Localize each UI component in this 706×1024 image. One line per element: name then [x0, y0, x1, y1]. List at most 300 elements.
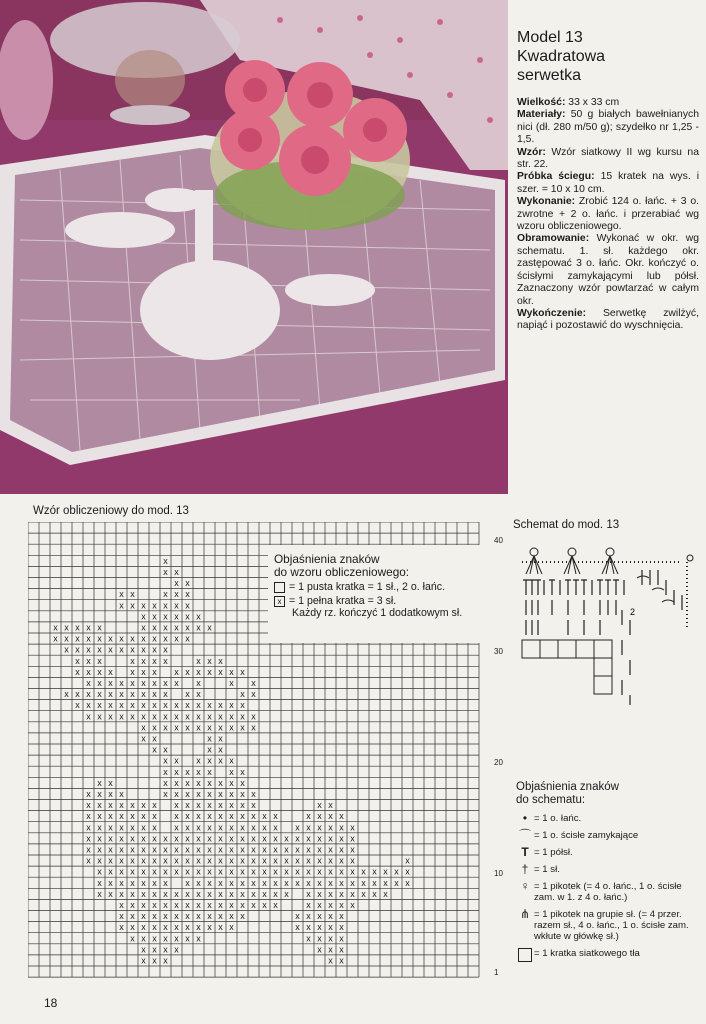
row-label-20: 20 [494, 758, 503, 767]
grid-mark: x [229, 677, 234, 688]
grid-mark: x [119, 922, 124, 933]
grid-mark: x [130, 866, 135, 877]
grid-mark: x [152, 933, 157, 944]
grid-mark: x [262, 844, 267, 855]
grid-mark: x [207, 711, 212, 722]
grid-mark: x [119, 589, 124, 600]
grid-mark: x [185, 611, 190, 622]
grid-mark: x [317, 833, 322, 844]
grid-mark: x [119, 644, 124, 655]
grid-mark: x [273, 866, 278, 877]
grid-mark: x [185, 899, 190, 910]
grid-mark: x [306, 811, 311, 822]
grid-mark: x [251, 689, 256, 700]
grid-mark: x [295, 855, 300, 866]
legend-empty-row: = 1 pusta kratka = 1 sł., 2 o. łańc. [274, 581, 480, 593]
grid-mark: x [273, 811, 278, 822]
grid-mark: x [86, 677, 91, 688]
schema-legend-title: Objaśnienia znaków do schematu: [516, 781, 619, 806]
grid-mark: x [141, 633, 146, 644]
grid-mark: x [350, 844, 355, 855]
grid-mark: x [97, 677, 102, 688]
grid-mark: x [152, 822, 157, 833]
grid-mark: x [251, 844, 256, 855]
grid-mark: x [218, 722, 223, 733]
grid-mark: x [163, 689, 168, 700]
grid-mark: x [207, 622, 212, 633]
grid-mark: x [152, 833, 157, 844]
grid-mark: x [185, 622, 190, 633]
grid-mark: x [97, 622, 102, 633]
grid-mark: x [75, 666, 80, 677]
grid-mark: x [306, 899, 311, 910]
grid-mark: x [306, 844, 311, 855]
grid-mark: x [306, 822, 311, 833]
grid-mark: x [229, 833, 234, 844]
grid-mark: x [339, 844, 344, 855]
grid-mark: x [207, 888, 212, 899]
grid-mark: x [185, 777, 190, 788]
grid-mark: x [251, 833, 256, 844]
chart-title: Wzór obliczeniowy do mod. 13 [33, 505, 189, 517]
grid-mark: x [119, 788, 124, 799]
grid-mark: x [163, 833, 168, 844]
grid-mark: x [75, 644, 80, 655]
grid-mark: x [229, 866, 234, 877]
grid-mark: x [119, 811, 124, 822]
grid-mark: x [207, 788, 212, 799]
grid-mark: x [196, 844, 201, 855]
row-label-30: 30 [494, 647, 503, 656]
grid-mark: x [141, 844, 146, 855]
grid-mark: x [130, 833, 135, 844]
grid-mark: x [141, 888, 146, 899]
grid-mark: x [119, 633, 124, 644]
grid-mark: x [229, 811, 234, 822]
grid-mark: x [218, 833, 223, 844]
grid-mark: x [306, 933, 311, 944]
grid-mark: x [130, 922, 135, 933]
grid-mark: x [240, 800, 245, 811]
grid-mark: x [196, 888, 201, 899]
grid-mark: x [163, 844, 168, 855]
spec-border: Obramowanie: Wykonać w okr. wg schematu. 1. sł. każdego okr. zastępować 3 o. łańc. Okr. kończyć o. ścisłymi zamykającymi lub półsł. Zaznaczony wzór powtarzać w całym okr. [517, 233, 699, 307]
grid-mark: x [240, 811, 245, 822]
grid-mark: x [207, 844, 212, 855]
grid-mark: x [295, 822, 300, 833]
grid-mark: x [284, 844, 289, 855]
legend-item-half-double: T = 1 półsł. [516, 847, 702, 858]
grid-mark: x [339, 933, 344, 944]
grid-mark: x [405, 866, 410, 877]
grid-mark: x [152, 611, 157, 622]
grid-mark: x [163, 722, 168, 733]
grid-mark: x [240, 833, 245, 844]
grid-mark: x [218, 755, 223, 766]
grid-mark: x [317, 877, 322, 888]
grid-mark: x [174, 633, 179, 644]
grid-mark: x [141, 899, 146, 910]
half-double-icon: T [521, 845, 529, 859]
grid-mark: x [119, 888, 124, 899]
grid-mark: x [306, 855, 311, 866]
grid-mark: x [174, 755, 179, 766]
grid-mark: x [218, 655, 223, 666]
grid-mark: x [185, 933, 190, 944]
grid-mark: x [339, 888, 344, 899]
grid-mark: x [97, 844, 102, 855]
grid-mark: x [174, 811, 179, 822]
empty-square-icon [274, 582, 285, 593]
grid-mark: x [152, 844, 157, 855]
grid-mark: x [185, 855, 190, 866]
grid-mark: x [152, 711, 157, 722]
grid-mark: x [119, 822, 124, 833]
grid-mark: x [339, 955, 344, 966]
grid-mark: x [141, 611, 146, 622]
legend-note: Każdy rz. kończyć 1 dodatkowym sł. [292, 607, 463, 620]
grid-mark: x [317, 899, 322, 910]
grid-mark: x [97, 644, 102, 655]
legend-item-slip: ⌒ = 1 o. ścisłe zamykające [516, 830, 702, 841]
grid-mark: x [163, 944, 168, 955]
grid-mark: x [229, 855, 234, 866]
grid-mark: x [207, 833, 212, 844]
grid-mark: x [108, 644, 113, 655]
grid-mark: x [141, 689, 146, 700]
grid-mark: x [251, 800, 256, 811]
grid-mark: x [141, 600, 146, 611]
grid-mark: x [262, 877, 267, 888]
grid-mark: x [108, 855, 113, 866]
grid-mark: x [163, 600, 168, 611]
grid-mark: x [306, 911, 311, 922]
grid-mark: x [141, 666, 146, 677]
grid-mark: x [75, 633, 80, 644]
grid-mark: x [284, 877, 289, 888]
schema-title: Schemat do mod. 13 [513, 519, 620, 531]
grid-mark: x [152, 600, 157, 611]
grid-mark: x [130, 933, 135, 944]
grid-mark: x [130, 899, 135, 910]
grid-mark: x [284, 833, 289, 844]
grid-mark: x [119, 600, 124, 611]
grid-mark: x [97, 800, 102, 811]
grid-mark: x [64, 622, 69, 633]
grid-mark: x [218, 777, 223, 788]
grid-mark: x [97, 700, 102, 711]
grid-mark: x [141, 622, 146, 633]
grid-mark: x [174, 788, 179, 799]
grid-mark: x [218, 733, 223, 744]
grid-mark: x [130, 844, 135, 855]
grid-mark: x [295, 877, 300, 888]
grid-mark: x [163, 711, 168, 722]
grid-mark: x [339, 855, 344, 866]
grid-mark: x [108, 833, 113, 844]
grid-mark: x [174, 666, 179, 677]
grid-mark: x [196, 800, 201, 811]
grid-mark: x [240, 711, 245, 722]
page-number: 18 [44, 996, 58, 1010]
grid-mark: x [152, 677, 157, 688]
grid-mark: x [306, 866, 311, 877]
grid-mark: x [163, 888, 168, 899]
grid-mark: x [108, 844, 113, 855]
grid-mark: x [141, 944, 146, 955]
grid-mark: x [152, 666, 157, 677]
grid-mark: x [185, 578, 190, 589]
grid-mark: x [295, 911, 300, 922]
grid-mark: x [174, 822, 179, 833]
grid-mark: x [152, 955, 157, 966]
grid-mark: x [383, 877, 388, 888]
grid-mark: x [141, 733, 146, 744]
grid-mark: x [130, 822, 135, 833]
grid-mark: x [251, 722, 256, 733]
grid-mark: x [141, 677, 146, 688]
grid-mark: x [163, 955, 168, 966]
grid-mark: x [262, 833, 267, 844]
grid-mark: x [185, 633, 190, 644]
grid-mark: x [86, 822, 91, 833]
grid-mark: x [328, 855, 333, 866]
grid-mark: x [75, 689, 80, 700]
grid-mark: x [317, 800, 322, 811]
grid-square-icon [516, 948, 534, 964]
dot-icon: • [522, 811, 528, 825]
grid-mark: x [174, 589, 179, 600]
grid-mark: x [174, 855, 179, 866]
grid-mark: x [163, 899, 168, 910]
grid-mark: x [218, 922, 223, 933]
grid-mark: x [196, 922, 201, 933]
schema-legend [516, 781, 702, 970]
grid-mark: x [317, 844, 322, 855]
grid-mark: x [174, 722, 179, 733]
grid-mark: x [108, 800, 113, 811]
grid-mark: x [174, 933, 179, 944]
grid-mark: x [218, 911, 223, 922]
grid-mark: x [64, 633, 69, 644]
grid-mark: x [86, 689, 91, 700]
grid-mark: x [130, 655, 135, 666]
grid-mark: x [130, 633, 135, 644]
filled-square-icon: x [274, 596, 285, 607]
spec-pattern: Wzór: Wzór siatkowy II wg kursu na str. 22. [517, 146, 699, 171]
grid-mark: x [262, 811, 267, 822]
grid-mark: x [119, 700, 124, 711]
grid-mark: x [163, 766, 168, 777]
grid-mark: x [141, 877, 146, 888]
legend-item-picot: ♀ = 1 pikotek (= 4 o. łańc., 1 o. ścisłe zam. w 1. z 4 o. łańc.) [516, 881, 702, 903]
grid-mark: x [86, 666, 91, 677]
spec-finishing: Wykończenie: Serwetkę zwilżyć, napiąć i pozostawić do wyschnięcia. [517, 307, 699, 332]
grid-mark: x [108, 777, 113, 788]
grid-mark: x [174, 566, 179, 577]
grid-mark: x [394, 877, 399, 888]
grid-mark: x [185, 600, 190, 611]
grid-mark: x [152, 877, 157, 888]
grid-mark: x [130, 877, 135, 888]
grid-mark: x [152, 622, 157, 633]
grid-mark: x [152, 811, 157, 822]
grid-mark: x [174, 844, 179, 855]
grid-mark: x [350, 888, 355, 899]
grid-mark: x [251, 899, 256, 910]
grid-mark: x [152, 733, 157, 744]
grid-mark: x [141, 644, 146, 655]
grid-mark: x [119, 911, 124, 922]
grid-mark: x [152, 722, 157, 733]
grid-mark: x [196, 689, 201, 700]
grid-mark: x [185, 722, 190, 733]
grid-mark: x [97, 866, 102, 877]
grid-mark: x [251, 888, 256, 899]
grid-mark: x [152, 922, 157, 933]
grid-mark: x [75, 700, 80, 711]
grid-mark: x [174, 800, 179, 811]
grid-mark: x [185, 800, 190, 811]
grid-mark: x [152, 655, 157, 666]
grid-mark: x [251, 877, 256, 888]
grid-mark: x [152, 700, 157, 711]
grid-mark: x [108, 711, 113, 722]
legend-item-grid-square: = 1 kratka siatkowego tła [516, 948, 702, 964]
grid-mark: x [284, 855, 289, 866]
grid-mark: x [207, 744, 212, 755]
grid-mark: x [141, 933, 146, 944]
grid-mark: x [317, 911, 322, 922]
grid-mark: x [163, 866, 168, 877]
grid-mark: x [306, 888, 311, 899]
grid-mark: x [97, 711, 102, 722]
grid-mark: x [196, 899, 201, 910]
legend-item-chain: • = 1 o. łańc. [516, 813, 702, 824]
grid-mark: x [86, 811, 91, 822]
grid-mark: x [306, 833, 311, 844]
grid-mark: x [152, 888, 157, 899]
grid-mark: x [152, 800, 157, 811]
arc-icon: ⌒ [518, 828, 531, 842]
grid-mark: x [185, 811, 190, 822]
grid-mark: x [284, 888, 289, 899]
grid-mark: x [229, 722, 234, 733]
grid-mark: x [108, 822, 113, 833]
grid-mark: x [174, 766, 179, 777]
picot-group-icon: ⋔ [519, 907, 531, 921]
grid-mark: x [196, 722, 201, 733]
grid-mark: x [240, 911, 245, 922]
grid-mark: x [240, 877, 245, 888]
grid-mark: x [251, 811, 256, 822]
grid-mark: x [141, 866, 146, 877]
grid-mark: x [196, 811, 201, 822]
grid-mark: x [218, 844, 223, 855]
grid-mark: x [119, 833, 124, 844]
grid-mark: x [339, 911, 344, 922]
grid-mark: x [141, 655, 146, 666]
grid-mark: x [97, 822, 102, 833]
grid-mark: x [196, 866, 201, 877]
grid-mark: x [97, 888, 102, 899]
grid-mark: x [163, 911, 168, 922]
grid-mark: x [240, 899, 245, 910]
picot-icon: ♀ [520, 879, 530, 893]
grid-mark: x [196, 622, 201, 633]
grid-mark: x [86, 633, 91, 644]
grid-mark: x [64, 689, 69, 700]
schema-label-2: 2 [630, 607, 636, 617]
grid-mark: x [163, 589, 168, 600]
grid-mark: x [273, 888, 278, 899]
grid-mark: x [130, 589, 135, 600]
grid-mark: x [207, 777, 212, 788]
grid-mark: x [350, 899, 355, 910]
grid-mark: x [130, 911, 135, 922]
grid-mark: x [328, 911, 333, 922]
grid-mark: x [251, 711, 256, 722]
grid-mark: x [251, 788, 256, 799]
grid-mark: x [119, 844, 124, 855]
grid-mark: x [339, 899, 344, 910]
grid-mark: x [350, 833, 355, 844]
grid-mark: x [163, 611, 168, 622]
grid-mark: x [196, 755, 201, 766]
grid-mark: x [229, 766, 234, 777]
grid-mark: x [185, 766, 190, 777]
grid-mark: x [130, 700, 135, 711]
grid-mark: x [163, 877, 168, 888]
grid-mark: x [196, 777, 201, 788]
grid-mark: x [196, 655, 201, 666]
grid-mark: x [119, 800, 124, 811]
grid-mark: x [262, 855, 267, 866]
grid-mark: x [174, 711, 179, 722]
grid-mark: x [207, 822, 212, 833]
grid-mark: x [196, 788, 201, 799]
grid-mark: x [339, 833, 344, 844]
grid-mark: x [229, 788, 234, 799]
grid-mark: x [273, 844, 278, 855]
grid-mark: x [97, 689, 102, 700]
grid-mark: x [152, 744, 157, 755]
grid-mark: x [284, 866, 289, 877]
grid-mark: x [152, 866, 157, 877]
grid-mark: x [163, 777, 168, 788]
grid-mark: x [119, 689, 124, 700]
grid-mark: x [251, 677, 256, 688]
grid-mark: x [207, 655, 212, 666]
grid-mark: x [361, 877, 366, 888]
grid-mark: x [218, 811, 223, 822]
grid-mark: x [196, 933, 201, 944]
grid-mark: x [130, 666, 135, 677]
grid-mark: x [163, 933, 168, 944]
grid-mark: x [240, 722, 245, 733]
grid-mark: x [163, 700, 168, 711]
grid-mark: x [97, 655, 102, 666]
grid-mark: x [130, 600, 135, 611]
grid-mark: x [108, 700, 113, 711]
grid-mark: x [229, 777, 234, 788]
grid-mark: x [251, 855, 256, 866]
grid-mark: x [240, 689, 245, 700]
border-schema [512, 540, 698, 715]
grid-mark: x [240, 844, 245, 855]
grid-mark: x [86, 711, 91, 722]
grid-mark: x [405, 877, 410, 888]
